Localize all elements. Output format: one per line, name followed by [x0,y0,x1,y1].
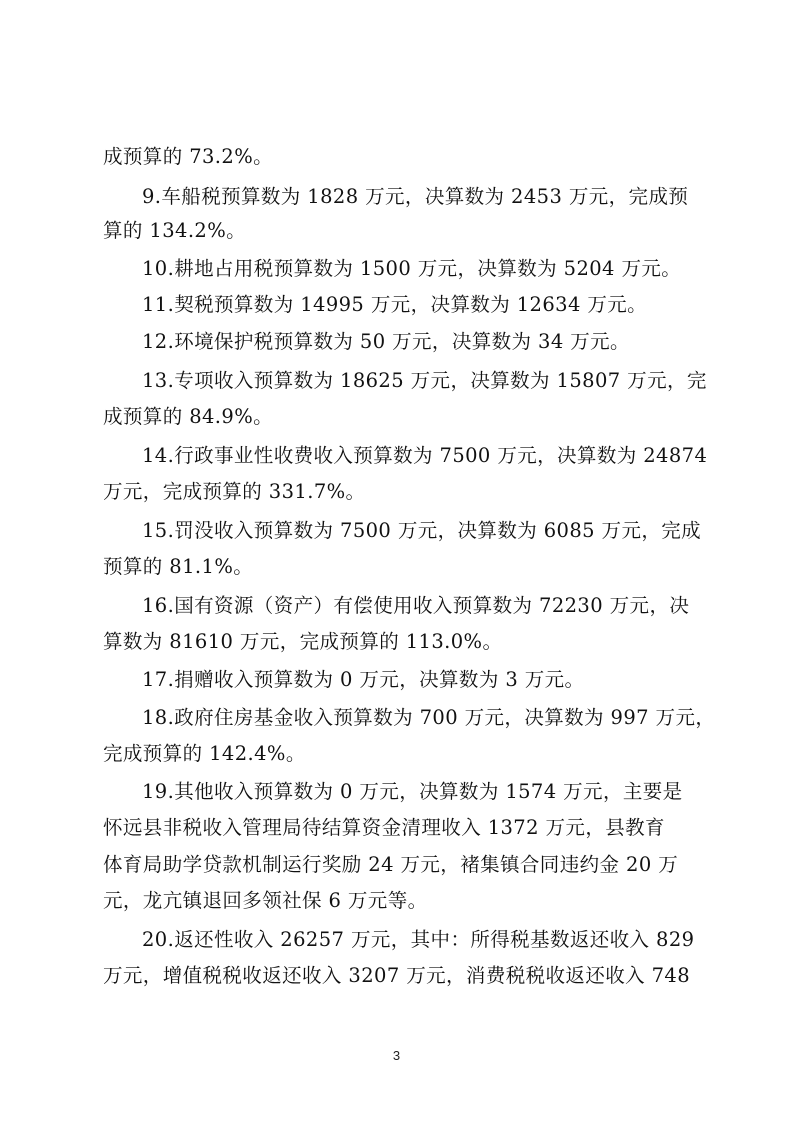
text-line: 19.其他收入预算数为 0 万元，决算数为 1574 万元，主要是 [142,780,683,803]
text-line: 12.环境保护税预算数为 50 万元，决算数为 34 万元。 [142,330,630,353]
text-line: 算的 134.2%。 [103,219,247,242]
text-line: 成预算的 84.9%。 [103,405,274,428]
text-line: 13.专项收入预算数为 18625 万元，决算数为 15807 万元，完 [142,369,707,392]
page-number: 3 [392,1048,401,1063]
text-line: 算数为 81610 万元，完成预算的 113.0%。 [103,630,503,653]
text-line: 18.政府住房基金收入预算数为 700 万元，决算数为 997 万元， [142,706,716,729]
text-line: 9.车船税预算数为 1828 万元，决算数为 2453 万元，完成预 [142,185,689,208]
text-line: 怀远县非税收入管理局待结算资金清理收入 1372 万元，县教育 [103,816,665,839]
text-line: 15.罚没收入预算数为 7500 万元，决算数为 6085 万元，完成 [142,519,702,542]
text-line: 预算的 81.1%。 [103,555,254,578]
text-line: 万元，增值税税收返还收入 3207 万元，消费税税收返还收入 748 [103,964,691,987]
text-line: 成预算的 73.2%。 [103,145,274,168]
text-line: 14.行政事业性收费收入预算数为 7500 万元，决算数为 24874 [142,444,708,467]
text-line: 16.国有资源（资产）有偿使用收入预算数为 72230 万元，决 [142,594,690,617]
text-line: 元，龙亢镇退回多领社保 6 万元等。 [103,889,428,912]
text-line: 10.耕地占用税预算数为 1500 万元，决算数为 5204 万元。 [142,257,682,280]
text-line: 17.捐赠收入预算数为 0 万元，决算数为 3 万元。 [142,668,585,691]
text-line: 20.返还性收入 26257 万元，其中：所得税基数返还收入 829 [142,928,695,951]
text-line: 万元，完成预算的 331.7%。 [103,480,366,503]
text-line: 体育局助学贷款机制运行奖励 24 万元，褚集镇合同违约金 20 万 [103,853,679,876]
text-line: 完成预算的 142.4%。 [103,742,306,765]
text-line: 11.契税预算数为 14995 万元，决算数为 12634 万元。 [142,293,648,316]
